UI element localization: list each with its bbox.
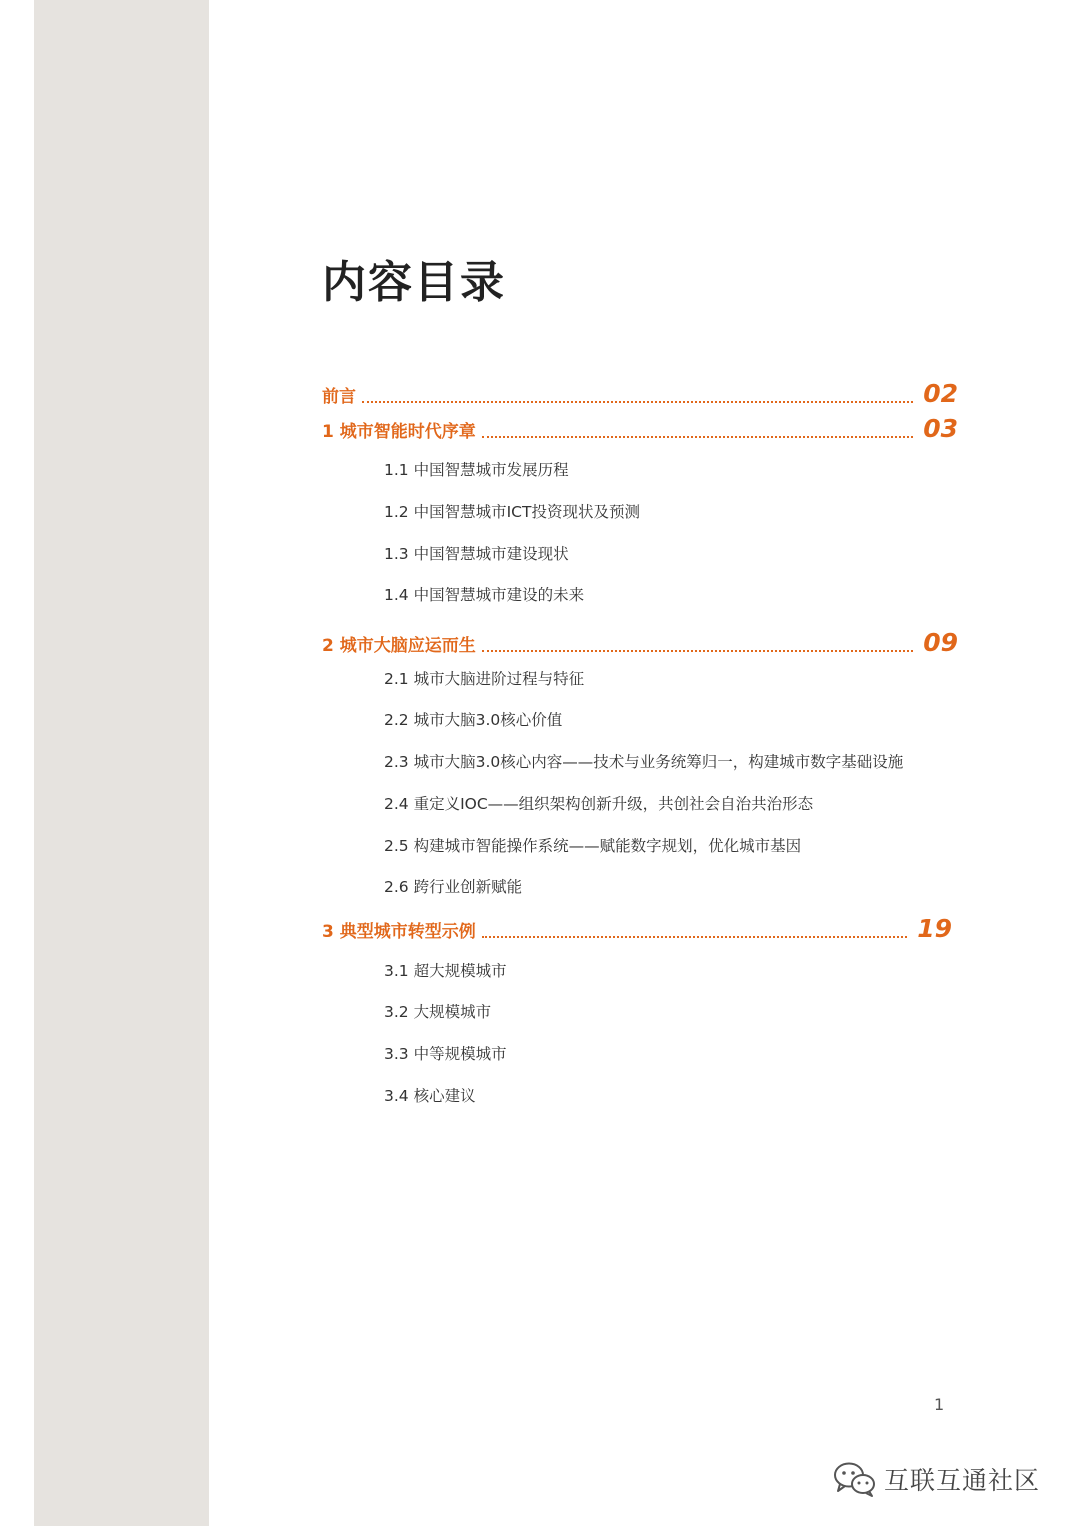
toc-page-number: 02 bbox=[923, 379, 958, 408]
toc-dot-leader bbox=[482, 936, 907, 938]
page-title: 内容目录 bbox=[322, 257, 506, 308]
watermark bbox=[832, 1460, 1040, 1498]
toc-page-number: 19 bbox=[917, 914, 952, 943]
toc-subentry-2-1[interactable]: 2.1 城市大脑进阶过程与特征 bbox=[384, 670, 585, 688]
toc-subentry-1-4[interactable]: 1.4 中国智慧城市建设的未来 bbox=[384, 586, 585, 604]
toc-subentry-2-2[interactable]: 2.2 城市大脑3.0核心价值 bbox=[384, 711, 563, 729]
page-number: 1 bbox=[934, 1395, 945, 1414]
toc-entry-chapter-2[interactable] bbox=[322, 627, 958, 657]
toc-page-number: 03 bbox=[923, 414, 958, 443]
toc-subentry-3-4[interactable]: 3.4 核心建议 bbox=[384, 1087, 476, 1105]
left-side-band bbox=[34, 0, 209, 1526]
toc-subentry-1-2[interactable]: 1.2 中国智慧城市ICT投资现状及预测 bbox=[384, 503, 640, 521]
toc-subentry-1-1[interactable]: 1.1 中国智慧城市发展历程 bbox=[384, 461, 569, 479]
toc-entry-chapter-1[interactable] bbox=[322, 413, 958, 443]
toc-dot-leader bbox=[482, 650, 913, 652]
toc-subentry-3-3[interactable]: 3.3 中等规模城市 bbox=[384, 1045, 507, 1063]
wechat-icon bbox=[832, 1460, 878, 1498]
toc-subentry-1-3[interactable]: 1.3 中国智慧城市建设现状 bbox=[384, 545, 569, 563]
toc-dot-leader bbox=[362, 401, 913, 403]
toc-subentry-2-5[interactable]: 2.5 构建城市智能操作系统——赋能数字规划，优化城市基因 bbox=[384, 837, 802, 855]
toc-subentry-2-6[interactable]: 2.6 跨行业创新赋能 bbox=[384, 878, 523, 896]
toc-entry-label: 前言 bbox=[322, 387, 356, 407]
toc-page-number: 09 bbox=[923, 628, 958, 657]
toc-entry-chapter-3[interactable] bbox=[322, 913, 952, 943]
toc-subentry-2-4[interactable]: 2.4 重定义IOC——组织架构创新升级，共创社会自治共治形态 bbox=[384, 795, 814, 813]
toc-entry-foreword[interactable] bbox=[322, 378, 958, 408]
toc-entry-label: 2 城市大脑应运而生 bbox=[322, 636, 476, 656]
toc-dot-leader bbox=[482, 436, 913, 438]
toc-entry-label: 1 城市智能时代序章 bbox=[322, 422, 476, 442]
toc-subentry-2-3[interactable]: 2.3 城市大脑3.0核心内容——技术与业务统筹归一，构建城市数字基础设施 bbox=[384, 753, 904, 771]
watermark-text: 互联互通社区 bbox=[884, 1466, 1041, 1495]
toc-entry-label: 3 典型城市转型示例 bbox=[322, 922, 476, 942]
toc-subentry-3-2[interactable]: 3.2 大规模城市 bbox=[384, 1003, 492, 1021]
toc-subentry-3-1[interactable]: 3.1 超大规模城市 bbox=[384, 962, 507, 980]
